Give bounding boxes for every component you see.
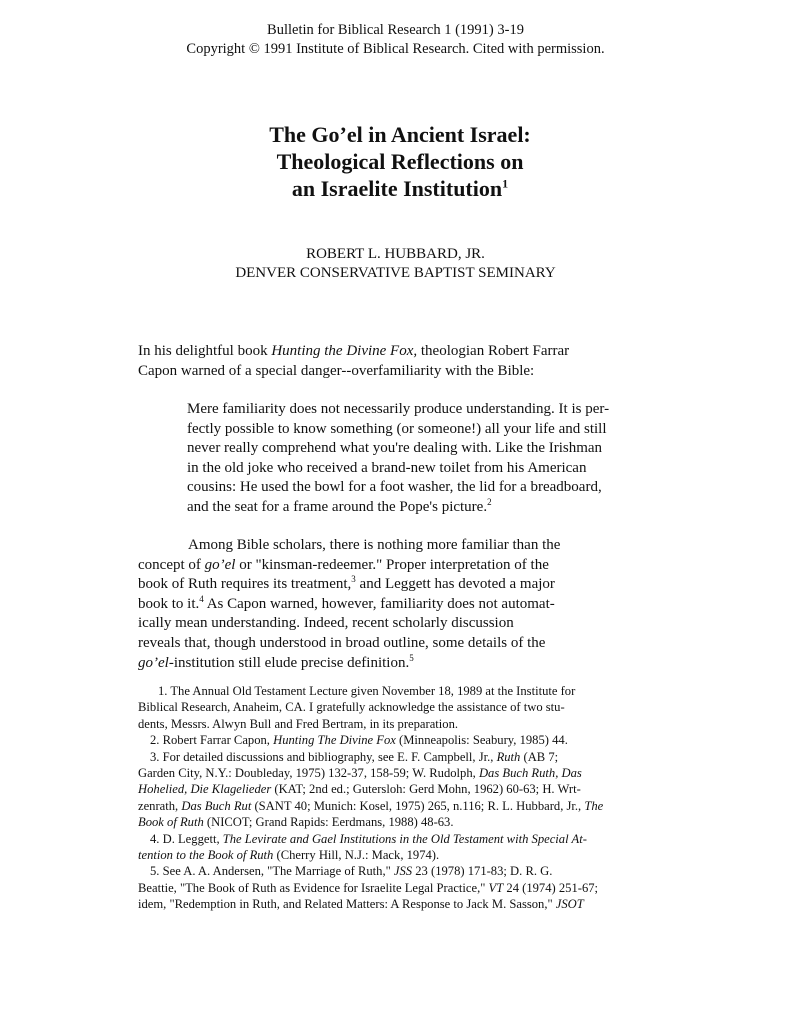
author-affiliation: DENVER CONSERVATIVE BAPTIST SEMINARY [235, 265, 556, 281]
footnote-1-line: Biblical Research, Anaheim, CA. I gratefully acknowledge the assistance of two stu- [138, 700, 565, 715]
text-span: 3. For detailed discussions and bibliography, see E. F. Campbell, Jr., [150, 749, 497, 764]
text-span: Beattie, "The Book of Ruth as Evidence for Israelite Legal Practice," [138, 880, 489, 895]
cited-title: JSOT [555, 897, 584, 912]
author-name: ROBERT L. HUBBARD, JR. [306, 246, 485, 262]
footnote-5-line [138, 896, 678, 912]
text-span: 5. See A. A. Andersen, "The Marriage of Ruth," [150, 864, 394, 879]
intro-line: Capon warned of a special danger--overfamiliarity with the Bible: [138, 362, 535, 379]
intro-line [138, 342, 668, 362]
author-block [0, 245, 791, 283]
text-span: zenrath, [138, 798, 182, 813]
footnote-ref: 4 [199, 593, 204, 604]
body-line [138, 575, 668, 595]
footnote-5-line [138, 863, 678, 879]
text-span: or "kinsman-redeemer." Proper interpretation of the [235, 556, 549, 573]
title-footnote-ref: 1 [502, 176, 509, 191]
footnote-4-line [138, 831, 678, 847]
text-span: theologian Robert Farrar [417, 343, 570, 359]
footnote-3-line [138, 798, 678, 814]
cited-title: Hohelied, Die Klagelieder [138, 782, 272, 797]
text-span: idem, "Redemption in Ruth, and Related Matters: A Response to Jack M. Sasson," [138, 897, 556, 912]
quote-line [187, 498, 667, 518]
text-span: 2. Robert Farrar Capon, [150, 733, 274, 748]
text-span: (AB 7; [520, 749, 559, 764]
body-line: Among Bible scholars, there is nothing more familiar than the [188, 537, 561, 553]
footnote-2-line [138, 732, 678, 748]
quote-line: in the old joke who received a brand-new toilet from his American [187, 459, 587, 476]
journal-header [0, 21, 791, 59]
footnote-5-line [138, 880, 678, 896]
footnote-3-line [138, 781, 678, 797]
book-title: Hunting the Divine Fox, [271, 343, 418, 359]
text-span: (Minneapolis: Seabury, 1985) 44. [395, 733, 568, 748]
footnote-4-line [138, 847, 678, 863]
body-line [138, 654, 668, 674]
cited-title: The [584, 798, 604, 813]
cited-title: Das Buch Ruth, Das [478, 766, 582, 781]
cited-title: Book of Ruth [138, 815, 204, 830]
footnote-3-line [138, 749, 678, 765]
text-span: In his delightful book [138, 343, 272, 359]
footnote-3-line [138, 814, 678, 830]
cited-title: Das Buch Rut [181, 798, 252, 813]
citation-line: Bulletin for Biblical Research 1 (1991) 3-19 [267, 22, 524, 38]
quote-line: fectly possible to know something (or someone!) all your life and still [187, 420, 607, 437]
body-line [138, 556, 668, 576]
term-italic: go’el [138, 654, 169, 671]
footnote-1-line: dents, Messrs. Alwyn Bull and Fred Bertram, in its preparation. [138, 716, 459, 731]
quote-line: never really comprehend what you're dealing with. Like the Irishman [187, 440, 603, 457]
text-span: 24 (1974) 251-67; [503, 880, 599, 895]
text-span: (NICOT; Grand Rapids: Eerdmans, 1988) 48-63. [203, 815, 454, 830]
text-span: and Leggett has devoted a major [355, 576, 555, 593]
text-span: 4. D. Leggett, [150, 831, 223, 846]
text-span: (KAT; 2nd ed.; Gutersloh: Gerd Mohn, 1962) 60-63; H. Wrt- [271, 782, 581, 797]
footnote-ref: 2 [487, 496, 492, 507]
title-line-3-text: an Israelite Institution [291, 176, 503, 201]
copyright-line: Copyright © 1991 Institute of Biblical Research. Cited with permission. [186, 41, 605, 57]
text-span: concept of [138, 556, 205, 573]
block-quote [187, 400, 667, 518]
text-span: As Capon warned, however, familiarity does not automat- [203, 595, 555, 612]
body-line [138, 595, 668, 615]
body-line: reveals that, though understood in broad outline, some details of the [138, 634, 546, 651]
cited-title: The Levirate and Gael Institutions in the Old Testament with Special At- [222, 831, 587, 846]
quote-line: Mere familiarity does not necessarily produce understanding. It is per- [187, 401, 610, 417]
quote-line: cousins: He used the bowl for a foot washer, the lid for a breadboard, [187, 479, 602, 496]
intro-paragraph [138, 342, 668, 381]
text-span: and the seat for a frame around the Pope's picture. [187, 498, 488, 515]
article-title [220, 121, 580, 202]
footnote-ref: 3 [351, 574, 356, 585]
title-line-3 [220, 175, 580, 202]
text-span: (SANT 40; Munich: Kosel, 1975) 265, n.116; R. L. Hubbard, Jr., [251, 798, 585, 813]
text-span: book to it. [138, 595, 200, 612]
title-line-1: The Go’el in Ancient Israel: [269, 122, 531, 147]
cited-title: JSS [393, 864, 413, 879]
cited-title: tention to the Book of Ruth [138, 848, 274, 863]
body-line: ically mean understanding. Indeed, recent scholarly discussion [138, 615, 514, 632]
title-line-2: Theological Reflections on [276, 149, 524, 174]
body-paragraph [138, 536, 668, 673]
cited-title: Hunting The Divine Fox [273, 733, 396, 748]
text-span: -institution still elude precise definition. [168, 654, 410, 671]
text-span: Garden City, N.Y.: Doubleday, 1975) 132-37, 158-59; W. Rudolph, [138, 766, 479, 781]
text-span: 23 (1978) 171-83; D. R. G. [412, 864, 553, 879]
cited-title: VT [488, 880, 504, 895]
footnote-1-line: 1. The Annual Old Testament Lecture given November 18, 1989 at the Institute for [158, 684, 576, 698]
footnote-ref: 5 [409, 652, 414, 663]
cited-title: Ruth [496, 749, 521, 764]
footnotes-section [138, 683, 678, 913]
text-span: (Cherry Hill, N.J.: Mack, 1974). [273, 848, 440, 863]
term-italic: go’el [204, 556, 236, 573]
text-span: book of Ruth requires its treatment, [138, 576, 352, 593]
footnote-3-line [138, 765, 678, 781]
